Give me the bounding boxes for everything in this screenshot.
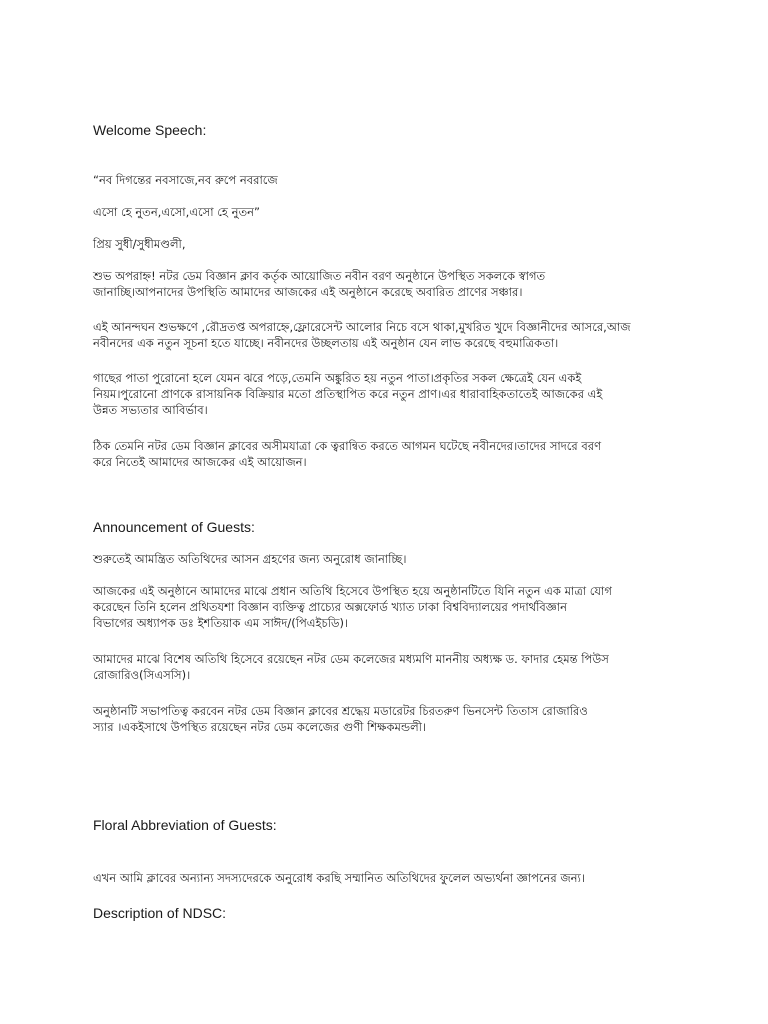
welcome-speech-heading: Welcome Speech: [93,122,207,138]
guests-paragraph-2: আজকের এই অনুষ্ঠানে আমাদের মাঝে প্রধান অতিথি হিসেবে উপস্থিত হয়ে অনুষ্ঠানটিতে যিনি নতুন এক মাত্রা যোগ করেছেন তিনি হলেন প্রথিতযশা বিজ্ঞান ব্যক্তিত্ব প্রাচ্যের অক্সফোর্ড খ্যাত ঢাকা বিশ্ববিদ্যালয়ের পদার্থবিজ্ঞান বিভাগের অধ্যাপক ডঃ ইশতিয়াক এম সাঈদ/(পিএইচডি)। [93,584,612,630]
guests-paragraph-3: আমাদের মাঝে বিশেষ অতিথি হিসেবে রয়েছেন নটর ডেম কলেজের মধ্যমণি মাননীয় অধ্যক্ষ ড. ফাদার হেমন্ত পিউস রোজারিও(সিএসসি)। [93,652,609,682]
guests-paragraph-4: অনুষ্ঠানটি সভাপতিত্ব করবেন নটর ডেম বিজ্ঞান ক্লাবের শ্রদ্ধেয় মডারেটর চিরতরুণ ভিনসেন্ট তিতাস রোজারিও স্যার ।একইসাথে উপস্থিত রয়েছেন নটর ডেম কলেজের গুণী শিক্ষকমন্ডলী। [93,704,588,734]
floral-abbreviation-heading: Floral Abbreviation of Guests: [93,817,277,833]
welcome-paragraph-2: এই আনন্দঘন শুভক্ষণে ,রৌদ্রতপ্ত অপরাহ্নে,ফ্লোরেসেন্ট আলোর নিচে বসে থাকা,মুখরিত খুদে বিজ্ঞানীদের আসরে,আজ নবীনদের এক নতুন সূচনা হতে যাচ্ছে। নবীনদের উচ্ছলতায় এই অনুষ্ঠান যেন লাভ করেছে বহুমাত্রিকতা। [93,320,631,350]
welcome-paragraph-4: ঠিক তেমনি নটর ডেম বিজ্ঞান ক্লাবের অসীমযাত্রা কে ত্বরান্বিত করতে আগমন ঘটেছে নবীনদের।তাদের সাদরে বরণ করে নিতেই আমাদের আজকের এই আয়োজন। [93,439,602,469]
welcome-paragraph-3: গাছের পাতা পুরোনো হলে যেমন ঝরে পড়ে,তেমনি অঙ্কুরিত হয় নতুন পাতা।প্রকৃতির সকল ক্ষেত্রেই যেন একই নিয়ম।পুরোনো প্রাণকে রাসায়নিক বিক্রিয়ার মতো প্রতিস্থাপিত করে নতুন প্রাণ।এর ধারাবাহিকতাতেই আজকের এই উন্নত সভ্যতার আবির্ভাব। [93,371,603,417]
floral-paragraph-1: এখন আমি ক্লাবের অন্যান্য সদস্যদেরকে অনুরোধ করছি সম্মানিত অতিথিদের ফুলেল অভ্যর্থনা জ্ঞাপনের জন্য। [93,871,585,885]
guests-paragraph-1: শুরুতেই আমন্ত্রিত অতিথিদের আসন গ্রহণের জন্য অনুরোধ জানাচ্ছি। [93,552,407,566]
salutation: প্রিয় সুধী/সুধীমণ্ডলী, [93,237,186,251]
welcome-paragraph-1: শুভ অপরাহ্ন! নটর ডেম বিজ্ঞান ক্লাব কর্তৃক আয়োজিত নবীন বরণ অনুষ্ঠানে উপস্থিত সকলকে স্বাগত জানাচ্ছি।আপনাদের উপস্থিতি আমাদের আজকের এই অনুষ্ঠানে করেছে অবারিত প্রাণের সঞ্চার। [93,269,546,299]
poem-line-1: “নব দিগন্তের নবসাজে,নব রুপে নবরাজে [93,173,278,187]
poem-line-2: এসো হে নুতন,এসো,এসো হে নুতন” [93,205,260,219]
description-of-ndsc-heading: Description of NDSC: [93,905,227,921]
announcement-of-guests-heading: Announcement of Guests: [93,519,255,535]
